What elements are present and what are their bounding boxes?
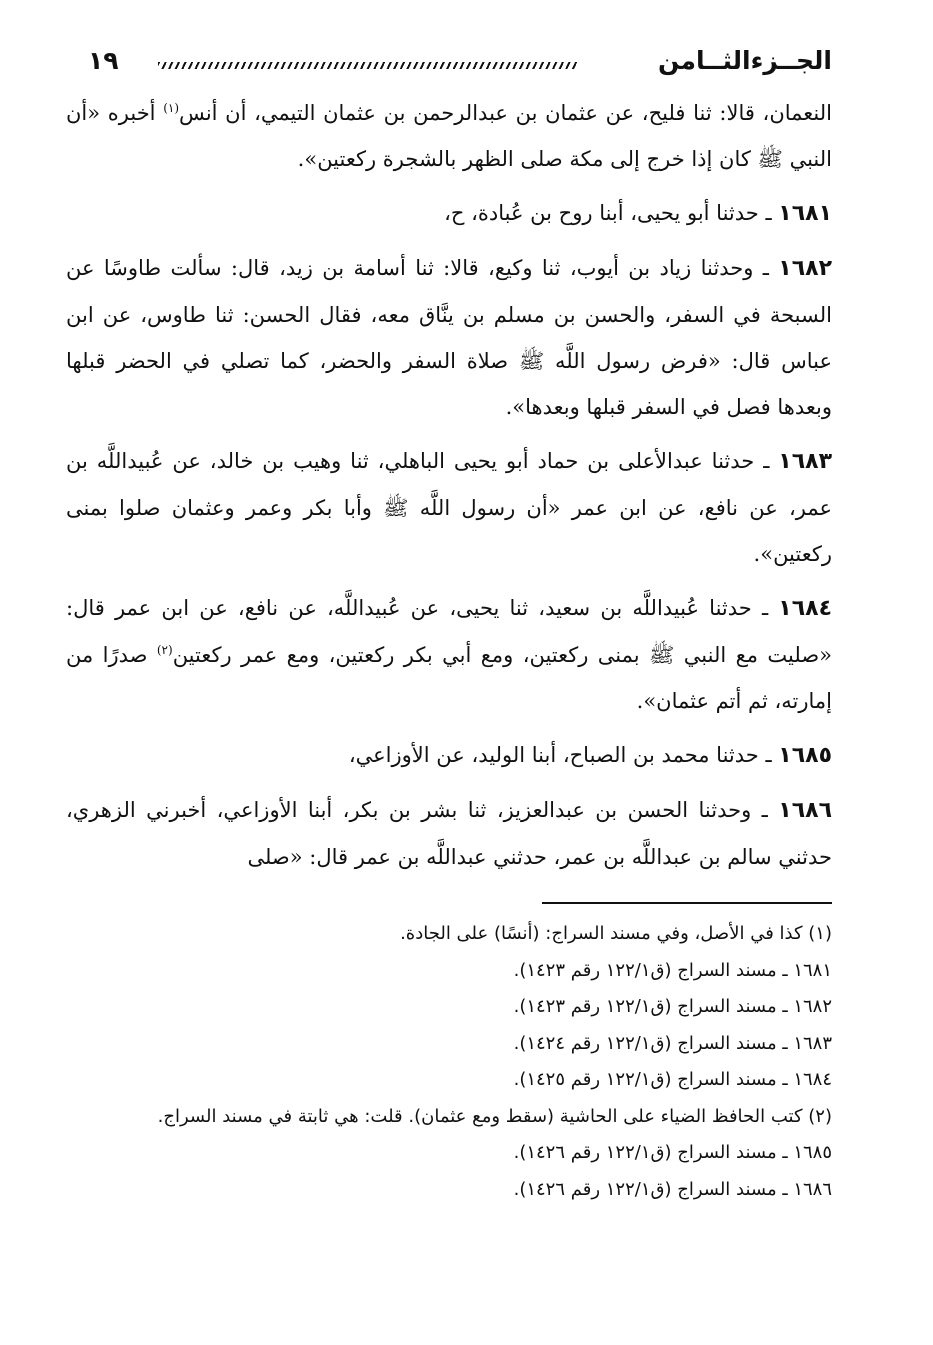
hadith-text: ـ حدثنا أبو يحيى، أبنا روح بن عُبادة، ح، [444,201,779,225]
footnote-line: ١٦٨٥ ـ مسند السراج (ق١٢٢/١ رقم ١٤٢٦). [513,1142,832,1163]
footnote-line: ١٦٨٣ ـ مسند السراج (ق١٢٢/١ رقم ١٤٢٤). [513,1032,832,1054]
document-page [66,38,832,1208]
hadith-number: ١٦٨٦ [778,798,832,823]
hadith-text: ـ حدثنا عُبيداللَّه بن سعيد، ثنا يحيى، عن عُبيداللَّه، عن نافع، عن ابن عمر قال: «صليت مع النبي ﷺ بمنى ركعتين، ومع أبي بكر ركعتين، ومع عمر ركعتين [66,596,832,667]
footnote-line: ١٦٨١ ـ مسند السراج (ق١٢٢/١ رقم ١٤٢٣). [513,959,832,981]
footnote-mark: (٢) [156,643,173,657]
hadith-text: ـ وحدثنا زياد بن أيوب، ثنا وكيع، قالا: ثنا أسامة بن زيد، قال: سألت طاوسًا عن السبحة في السفر، والحسن بن مسلم بن ينَّاق معه، فقال الحسن: ثنا طاوس، عن ابن عباس قال: «فرض رسول اللَّه ﷺ صلاة السفر والحضر، كما تصلي في الحضر قبلها وبعدها فصل في السفر قبلها وبعدها». [66,256,832,419]
text-line: أخبره «أن النبي ﷺ كان إذا خرج إلى مكة صلى الظهر بالشجرة ركعتين». [66,101,832,171]
hadith-text: ـ حدثنا عبدالأعلى بن حماد أبو يحيى الباهلي، ثنا وهيب بن خالد، عن عُبيداللَّه بن عمر، عن نافع، عن ابن عمر «أن رسول اللَّه ﷺ وأبا بكر وعمر وعثمان صلوا بمنى ركعتين». [66,449,832,566]
page-header [66,38,832,90]
footnote-line: ١٦٨٢ ـ مسند السراج (ق١٢٢/١ رقم ١٤٢٣). [513,996,832,1017]
footnote-line: ١٦٨٤ ـ مسند السراج (ق١٢٢/١ رقم ١٤٢٥). [513,1069,832,1090]
main-text [66,90,832,880]
text-line: النعمان، قالا: ثنا فليح، عن عثمان بن عبدالرحمن بن عثمان التيمي، أن أنس [179,101,832,125]
hadith-number: ١٦٨٥ [778,743,832,768]
hadith-text: صدرًا من إمارته، ثم أتم عثمان». [66,643,832,713]
hadith-entry [66,190,832,237]
continuation-paragraph [66,90,832,182]
hadith-entry [66,787,832,880]
footnote-separator [542,902,832,904]
hadith-entry [66,732,832,779]
hadith-entry [66,438,832,577]
running-title: الجــزءالثــامن [657,46,832,75]
footnote-line: ١٦٨٦ ـ مسند السراج (ق١٢٢/١ رقم ١٤٢٦). [513,1178,832,1200]
hadith-entry [66,245,832,430]
header-decorative-rule [158,62,577,69]
hadith-number: ١٦٨٤ [778,596,832,621]
footnote-line: (١) كذا في الأصل، وفي مسند السراج: (أنسًا) على الجادة. [400,923,832,944]
footnote-mark: (١) [163,101,180,115]
page-number: ١٩ [88,46,119,75]
hadith-text: ـ وحدثنا الحسن بن عبدالعزيز، ثنا بشر بن بكر، أبنا الأوزاعي، أخبرني الزهري، حدثني سالم بن عبداللَّه بن عمر، حدثني عبداللَّه بن عمر قال: «صلى [66,798,832,869]
hadith-number: ١٦٨٣ [778,449,832,474]
footnotes [66,916,832,1208]
hadith-entry [66,585,832,724]
hadith-number: ١٦٨٢ [778,256,832,281]
footnote-line: (٢) كتب الحافظ الضياء على الحاشية (سقط ومع عثمان). قلت: هي ثابتة في مسند السراج. [157,1105,832,1127]
hadith-number: ١٦٨١ [778,201,832,226]
hadith-text: ـ حدثنا محمد بن الصباح، أبنا الوليد، عن الأوزاعي، [348,743,779,767]
